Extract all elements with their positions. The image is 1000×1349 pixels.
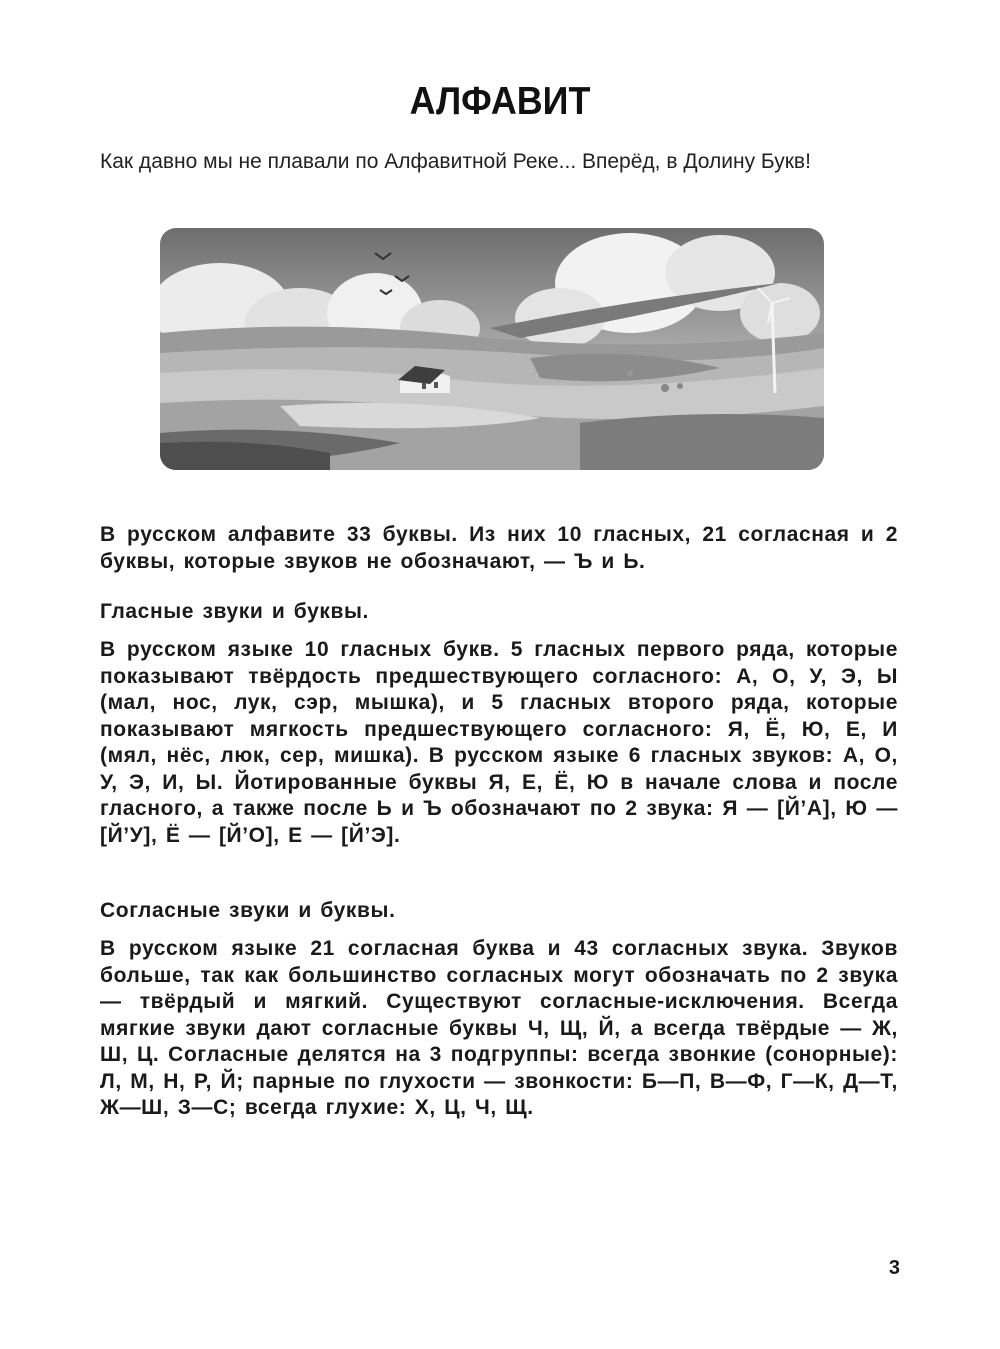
page-number: 3 (888, 1257, 900, 1279)
consonants-heading: Согласные звуки и буквы. (100, 899, 396, 922)
page-title: АЛФАВИТ (409, 80, 591, 123)
vowels-text: В русском языке 10 гласных букв. 5 гласных первого ряда, которые показывают твёрдость предшествующего согласного: А, О, У, Э, Ы (мал, нос, лук, сэр, мышка), и 5 гласных второго ряда, которые показывают мягкость предшествующего согласного: Я, Ё, Ю, Е, И (мял, нёс, люк, сер, мишка). В русском языке 6 гласных звуков: А, О, У, Э, И, Ы. Йотированные буквы Я, Е, Ё, Ю в начале слова и после гласного, а также после Ь и Ъ обозначают по 2 звука: Я — [Й’А], Ю — [Й’У], Ё — [Й’О], Е — [Й’Э]. (100, 638, 898, 847)
vowels-heading: Гласные звуки и буквы. (100, 600, 369, 623)
intro-text: Как давно мы не плавали по Алфавитной Реке... Вперёд, в Долину Букв! (100, 150, 811, 173)
landscape-illustration (160, 228, 824, 470)
alphabet-summary: В русском алфавите 33 буквы. Из них 10 гласных, 21 согласная и 2 буквы, которые звуков не обозначают, — Ъ и Ь. (100, 523, 898, 573)
consonants-text: В русском языке 21 согласная буква и 43 согласных звука. Звуков больше, так как большинство согласных могут обозначать по 2 звука — твёрдый и мягкий. Существуют согласные-исключения. Всегда мягкие звуки дают согласные буквы Ч, Щ, Й, а всегда твёрдые — Ж, Ш, Ц. Согласные делятся на 3 подгруппы: всегда звонкие (сонорные): Л, М, Н, Р, Й; парные по глухости — звонкости: Б—П, В—Ф, Г—К, Д—Т, Ж—Ш, З—С; всегда глухие: Х, Ц, Ч, Щ. (100, 937, 898, 1119)
landscape-icon (160, 228, 824, 470)
